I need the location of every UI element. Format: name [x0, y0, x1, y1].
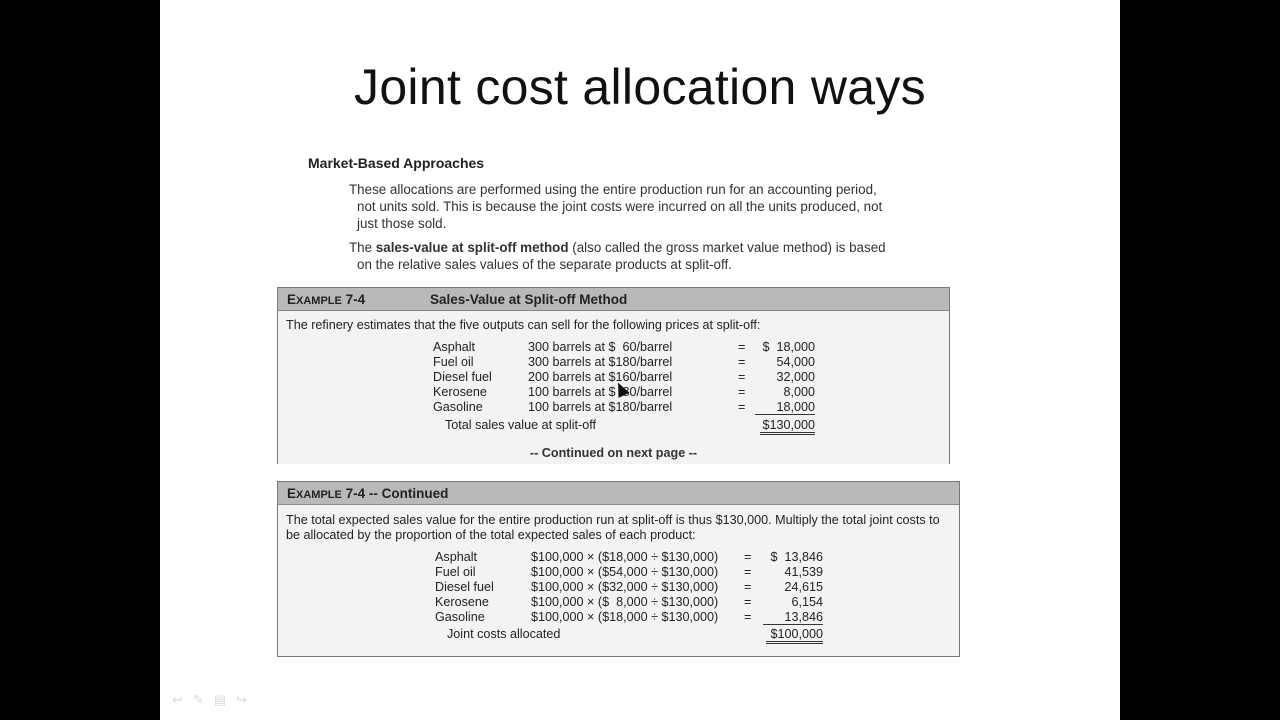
method-paragraph — [349, 239, 949, 273]
equals-sign: = — [744, 610, 752, 624]
table-row — [433, 355, 833, 370]
total-value: $100,000 — [766, 627, 823, 644]
table-row — [433, 370, 833, 385]
sales-value: 32,000 — [776, 370, 815, 384]
total-row — [435, 627, 855, 642]
pen-icon[interactable]: ✎ — [192, 692, 204, 707]
sales-value: 18,000 — [755, 400, 815, 415]
quantity-price: 100 barrels at $180/barrel — [528, 400, 673, 414]
equals-sign: = — [738, 355, 746, 369]
para2-bold-term: sales-value at split-off method — [375, 240, 569, 255]
product-name: Fuel oil — [435, 565, 476, 579]
equals-sign: = — [744, 550, 752, 564]
total-label: Joint costs allocated — [447, 627, 561, 641]
example-1-header — [278, 288, 949, 311]
quantity-price: 300 barrels at $180/barrel — [528, 355, 673, 369]
slide-title: Joint cost allocation ways — [354, 59, 926, 115]
allocation-formula: $100,000 × ($ 8,000 ÷ $130,000) — [531, 595, 719, 609]
equals-sign: = — [738, 370, 746, 384]
para2-pre: The — [349, 240, 376, 255]
equals-sign: = — [738, 385, 746, 399]
product-name: Kerosene — [433, 385, 487, 399]
quantity-price: 100 barrels at $ 80/barrel — [528, 385, 673, 399]
para1-line2: not units sold. This is because the joint costs were incurred on all the units produced, not — [357, 199, 883, 214]
product-name: Gasoline — [433, 400, 483, 414]
continued-note: -- Continued on next page -- — [529, 446, 698, 460]
total-value: $130,000 — [760, 418, 815, 435]
product-name: Asphalt — [433, 340, 476, 354]
para2-line2: on the relative sales values of the separate products at split-off. — [357, 257, 732, 272]
example-1-intro: The refinery estimates that the five outputs can sell for the following prices at split-off: — [286, 318, 761, 332]
table-row — [433, 400, 833, 415]
para1-line1: These allocations are performed using the entire production run for an accounting period, — [349, 182, 877, 197]
example-box-1 — [277, 287, 950, 464]
sales-value: 54,000 — [776, 355, 815, 369]
slides-icon[interactable]: ▤ — [213, 692, 227, 707]
equals-sign: = — [744, 565, 752, 579]
example-1-subtitle: Sales-Value at Split-off Method — [430, 292, 628, 307]
equals-sign: = — [738, 340, 746, 354]
example-2-intro: The total expected sales value for the entire production run at split-off is thus $130,000. Multiply the total joint costs to be allocated by the proportion of the total expected sales of each product: — [286, 513, 940, 542]
allocated-value: 13,846 — [763, 610, 823, 625]
total-row — [433, 418, 833, 433]
product-name: Kerosene — [435, 595, 489, 609]
sales-value: $ 18,000 — [762, 340, 815, 354]
allocated-value: 41,539 — [784, 565, 823, 579]
table-row — [435, 565, 855, 580]
equals-sign: = — [738, 400, 746, 414]
para2-post: (also called the gross market value method) is based — [568, 240, 886, 255]
equals-sign: = — [744, 595, 752, 609]
allocated-value: 24,615 — [784, 580, 823, 594]
example-1-label: EXAMPLE 7-4 — [287, 292, 366, 307]
table-row — [435, 580, 855, 595]
equals-sign: = — [744, 580, 752, 594]
allocation-formula: $100,000 × ($18,000 ÷ $130,000) — [531, 550, 719, 564]
allocation-formula: $100,000 × ($18,000 ÷ $130,000) — [531, 610, 719, 624]
sales-value: 8,000 — [783, 385, 815, 399]
product-name: Diesel fuel — [433, 370, 492, 384]
section-heading: Market-Based Approaches — [308, 155, 485, 171]
table-row — [433, 340, 833, 355]
table-row — [433, 385, 833, 400]
forward-arrow-icon[interactable]: ↪ — [236, 692, 248, 707]
table-row — [435, 595, 855, 610]
product-name: Diesel fuel — [435, 580, 494, 594]
product-name: Gasoline — [435, 610, 485, 624]
slide — [160, 0, 1120, 720]
product-name: Fuel oil — [433, 355, 474, 369]
para1-line3: just those sold. — [357, 216, 447, 231]
allocated-value: 6,154 — [791, 595, 823, 609]
example-2-label: EXAMPLE 7-4 -- Continued — [287, 486, 449, 501]
product-name: Asphalt — [435, 550, 478, 564]
total-label: Total sales value at split-off — [445, 418, 596, 432]
slideshow-toolbar — [172, 692, 247, 708]
allocation-formula: $100,000 × ($54,000 ÷ $130,000) — [531, 565, 719, 579]
allocated-value: $ 13,846 — [770, 550, 823, 564]
example-box-2 — [277, 481, 960, 657]
back-arrow-icon[interactable]: ↩ — [172, 692, 183, 707]
quantity-price: 200 barrels at $160/barrel — [528, 370, 673, 384]
quantity-price: 300 barrels at $ 60/barrel — [528, 340, 673, 354]
example-2-header — [278, 482, 959, 505]
table-row — [435, 550, 855, 565]
intro-paragraph — [349, 181, 949, 232]
allocation-formula: $100,000 × ($32,000 ÷ $130,000) — [531, 580, 719, 594]
table-row — [435, 610, 855, 625]
